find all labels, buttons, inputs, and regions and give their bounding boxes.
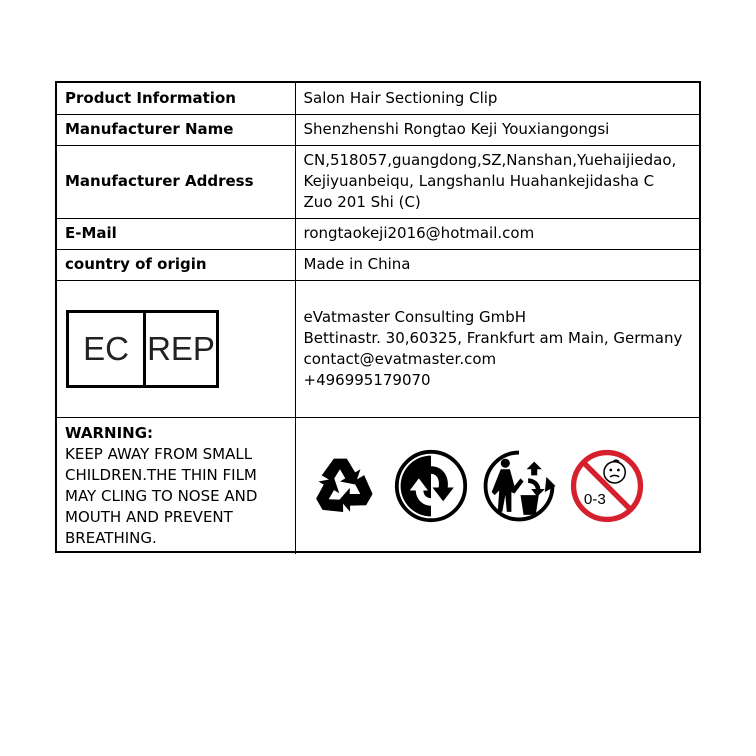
warning-symbols — [304, 448, 692, 524]
product-info-value: Salon Hair Sectioning Clip — [295, 83, 699, 114]
manufacturer-name-value: Shenzhenshi Rongtao Keji Youxiangongsi — [295, 114, 699, 145]
warning-text-cell — [57, 417, 295, 554]
row-ec-rep — [57, 280, 699, 417]
ec-rep-details — [295, 280, 699, 417]
ec-rep-symbol-left: EC — [69, 313, 146, 385]
address-line: Zuo 201 Shi (C) — [303, 193, 421, 211]
green-dot-icon — [393, 448, 469, 524]
row-product — [57, 83, 699, 114]
tidyman-icon — [481, 448, 557, 524]
age-label: 0-3 — [583, 490, 606, 508]
ec-rep-line: Bettinastr. 30,60325, Frankfurt am Main, Germany — [303, 328, 683, 347]
row-manufacturer — [57, 114, 699, 145]
manufacturer-name-label: Manufacturer Name — [57, 114, 295, 145]
row-address — [57, 145, 699, 218]
warning-line: KEEP AWAY FROM SMALL — [65, 444, 253, 463]
row-warning — [57, 417, 699, 554]
ec-rep-symbol-right: REP — [147, 330, 215, 367]
country-of-origin-value: Made in China — [295, 249, 699, 280]
ec-rep-line: contact@evatmaster.com — [303, 349, 497, 368]
warning-line: MAY CLING TO NOSE AND — [65, 486, 258, 505]
ec-rep-symbol-cell — [57, 280, 295, 417]
address-line: CN,518057,guangdong,SZ,Nanshan,Yuehaijiedao, — [303, 151, 677, 169]
ec-rep-line: eVatmaster Consulting GmbH — [303, 307, 527, 326]
product-info-label: Product Information — [57, 83, 295, 114]
warning-symbols-cell — [295, 417, 699, 554]
ec-rep-symbol — [66, 310, 219, 388]
warning-line: MOUTH AND PREVENT — [65, 507, 233, 526]
address-line: Kejiyuanbeiqu, Langshanlu Huahankejidasha C — [303, 172, 655, 190]
manufacturer-address-value — [295, 145, 699, 218]
warning-title: WARNING: — [65, 423, 154, 442]
product-info-table — [57, 83, 699, 554]
row-origin — [57, 249, 699, 280]
email-label: E-Mail — [57, 218, 295, 249]
ec-rep-line: +496995179070 — [303, 370, 431, 389]
email-value: rongtaokeji2016@hotmail.com — [295, 218, 699, 249]
warning-line: BREATHING. — [65, 528, 157, 547]
age-warning-icon — [569, 448, 645, 524]
recycle-icon — [305, 448, 381, 524]
warning-line: CHILDREN.THE THIN FILM — [65, 465, 257, 484]
manufacturer-address-label: Manufacturer Address — [57, 145, 295, 218]
product-label-sheet — [55, 81, 701, 553]
country-of-origin-label: country of origin — [57, 249, 295, 280]
row-email — [57, 218, 699, 249]
